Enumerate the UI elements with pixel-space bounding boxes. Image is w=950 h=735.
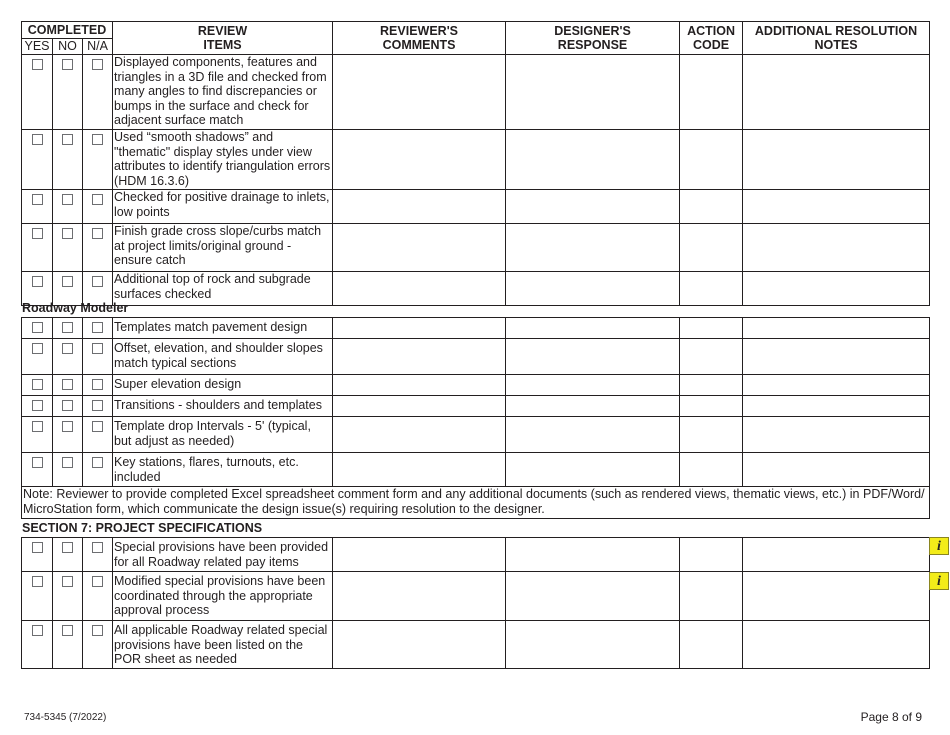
review-table-roadway-modeler — [21, 317, 930, 519]
action-code-cell[interactable] — [680, 396, 743, 417]
table-row — [22, 572, 930, 621]
designer-response-cell[interactable] — [506, 339, 680, 375]
review-item: Template drop Intervals - 5' (typical, but adjust as needed) — [113, 417, 333, 453]
info-icon[interactable]: i — [929, 537, 949, 555]
no-checkbox[interactable] — [62, 228, 73, 239]
designer-response-cell[interactable] — [506, 190, 680, 224]
reviewer-comments-cell[interactable] — [333, 318, 506, 339]
na-header: N/A — [83, 39, 113, 55]
na-checkbox[interactable] — [92, 379, 103, 390]
action-code-cell[interactable] — [680, 190, 743, 224]
no-checkbox[interactable] — [62, 576, 73, 587]
action-code-cell[interactable] — [680, 375, 743, 396]
review-items-header: REVIEW ITEMS — [113, 22, 333, 55]
page-number: Page 8 of 9 — [860, 710, 922, 724]
yes-checkbox[interactable] — [32, 576, 43, 587]
na-checkbox[interactable] — [92, 542, 103, 553]
na-checkbox[interactable] — [92, 343, 103, 354]
no-checkbox[interactable] — [62, 276, 73, 287]
reviewer-comments-cell[interactable] — [333, 538, 506, 572]
no-checkbox[interactable] — [62, 457, 73, 468]
reviewer-comments-header: REVIEWER'S COMMENTS — [333, 22, 506, 55]
no-header: NO — [53, 39, 83, 55]
additional-notes-cell[interactable] — [743, 190, 930, 224]
reviewer-comments-cell[interactable] — [333, 130, 506, 190]
action-code-cell[interactable] — [680, 572, 743, 621]
reviewer-comments-cell[interactable] — [333, 453, 506, 487]
action-code-cell[interactable] — [680, 224, 743, 272]
na-checkbox[interactable] — [92, 625, 103, 636]
designer-response-cell[interactable] — [506, 375, 680, 396]
reviewer-comments-cell[interactable] — [333, 396, 506, 417]
designer-response-cell[interactable] — [506, 538, 680, 572]
yes-checkbox[interactable] — [32, 59, 43, 70]
yes-checkbox[interactable] — [32, 421, 43, 432]
table-row — [22, 272, 930, 306]
action-code-cell[interactable] — [680, 453, 743, 487]
designer-response-cell[interactable] — [506, 396, 680, 417]
designer-response-cell[interactable] — [506, 272, 680, 306]
na-checkbox[interactable] — [92, 194, 103, 205]
action-code-cell[interactable] — [680, 130, 743, 190]
no-checkbox[interactable] — [62, 421, 73, 432]
action-code-cell[interactable] — [680, 318, 743, 339]
additional-notes-cell[interactable] — [743, 55, 930, 130]
additional-notes-header: ADDITIONAL RESOLUTION NOTES — [743, 22, 930, 55]
info-icon[interactable]: i — [929, 572, 949, 590]
review-item: Offset, elevation, and shoulder slopes match typical sections — [113, 339, 333, 375]
review-item: Special provisions have been provided for all Roadway related pay items — [113, 538, 333, 572]
review-item: Transitions - shoulders and templates — [113, 396, 333, 417]
na-checkbox[interactable] — [92, 322, 103, 333]
designer-response-header: DESIGNER'S RESPONSE — [506, 22, 680, 55]
table-row — [22, 453, 930, 487]
action-code-cell[interactable] — [680, 538, 743, 572]
table-row — [22, 224, 930, 272]
no-checkbox[interactable] — [62, 400, 73, 411]
yes-checkbox[interactable] — [32, 194, 43, 205]
designer-response-cell[interactable] — [506, 453, 680, 487]
reviewer-comments-cell[interactable] — [333, 375, 506, 396]
table-row — [22, 538, 930, 572]
table-row — [22, 55, 930, 130]
no-checkbox[interactable] — [62, 59, 73, 70]
review-item: Templates match pavement design — [113, 318, 333, 339]
table-row — [22, 318, 930, 339]
reviewer-comments-cell[interactable] — [333, 224, 506, 272]
action-code-cell[interactable] — [680, 55, 743, 130]
additional-notes-cell[interactable] — [743, 272, 930, 306]
review-table-surfaces — [21, 21, 930, 306]
additional-notes-cell[interactable] — [743, 572, 930, 621]
yes-checkbox[interactable] — [32, 457, 43, 468]
table-row — [22, 375, 930, 396]
na-checkbox[interactable] — [92, 59, 103, 70]
na-checkbox[interactable] — [92, 276, 103, 287]
additional-notes-cell[interactable] — [743, 621, 930, 669]
reviewer-comments-cell[interactable] — [333, 621, 506, 669]
review-item: All applicable Roadway related special provisions have been listed on the POR sheet as needed — [113, 621, 333, 669]
review-item: Displayed components, features and triangles in a 3D file and checked from many angles to find discrepancies or bumps in the surface and check for adjacent surface match — [113, 55, 333, 130]
yes-checkbox[interactable] — [32, 625, 43, 636]
reviewer-comments-cell[interactable] — [333, 272, 506, 306]
table-row — [22, 417, 930, 453]
additional-notes-cell[interactable] — [743, 538, 930, 572]
no-checkbox[interactable] — [62, 322, 73, 333]
reviewer-comments-cell[interactable] — [333, 55, 506, 130]
section-7-heading: SECTION 7: PROJECT SPECIFICATIONS — [22, 521, 263, 535]
yes-header: YES — [22, 39, 53, 55]
additional-notes-cell[interactable] — [743, 339, 930, 375]
review-item: Key stations, flares, turnouts, etc. included — [113, 453, 333, 487]
additional-notes-cell[interactable] — [743, 396, 930, 417]
yes-checkbox[interactable] — [32, 379, 43, 390]
yes-checkbox[interactable] — [32, 343, 43, 354]
designer-response-cell[interactable] — [506, 55, 680, 130]
action-code-cell[interactable] — [680, 417, 743, 453]
form-number: 734-5345 (7/2022) — [24, 712, 107, 723]
yes-checkbox[interactable] — [32, 134, 43, 145]
no-checkbox[interactable] — [62, 134, 73, 145]
review-item: Super elevation design — [113, 375, 333, 396]
review-item: Used “smooth shadows” and "thematic" display styles under view attributes to identify triangulation errors (HDM 16.3.6) — [113, 130, 333, 190]
action-code-cell[interactable] — [680, 621, 743, 669]
table-row — [22, 621, 930, 669]
designer-response-cell[interactable] — [506, 224, 680, 272]
designer-response-cell[interactable] — [506, 621, 680, 669]
no-checkbox[interactable] — [62, 542, 73, 553]
roadway-modeler-heading: Roadway Modeler — [22, 301, 129, 315]
yes-checkbox[interactable] — [32, 542, 43, 553]
table-row — [22, 130, 930, 190]
additional-notes-cell[interactable] — [743, 318, 930, 339]
reviewer-note: Note: Reviewer to provide completed Excel spreadsheet comment form and any additional documents (such as rendered views, thematic views, etc.) in PDF/Word/ MicroStation form, which communicate the design issue(s) requiring resolution to the designer. — [22, 487, 930, 519]
na-checkbox[interactable] — [92, 576, 103, 587]
na-checkbox[interactable] — [92, 421, 103, 432]
reviewer-comments-cell[interactable] — [333, 572, 506, 621]
review-item: Finish grade cross slope/curbs match at project limits/original ground - ensure catch — [113, 224, 333, 272]
additional-notes-cell[interactable] — [743, 224, 930, 272]
no-checkbox[interactable] — [62, 194, 73, 205]
no-checkbox[interactable] — [62, 343, 73, 354]
no-checkbox[interactable] — [62, 379, 73, 390]
reviewer-comments-cell[interactable] — [333, 339, 506, 375]
table-row — [22, 396, 930, 417]
table-row — [22, 339, 930, 375]
action-code-header: ACTION CODE — [680, 22, 743, 55]
additional-notes-cell[interactable] — [743, 453, 930, 487]
yes-checkbox[interactable] — [32, 400, 43, 411]
completed-header: COMPLETED — [22, 22, 113, 39]
na-checkbox[interactable] — [92, 400, 103, 411]
designer-response-cell[interactable] — [506, 572, 680, 621]
review-item: Modified special provisions have been coordinated through the appropriate approval process — [113, 572, 333, 621]
na-checkbox[interactable] — [92, 134, 103, 145]
additional-notes-cell[interactable] — [743, 417, 930, 453]
reviewer-comments-cell[interactable] — [333, 190, 506, 224]
action-code-cell[interactable] — [680, 339, 743, 375]
additional-notes-cell[interactable] — [743, 130, 930, 190]
yes-checkbox[interactable] — [32, 276, 43, 287]
table-row — [22, 190, 930, 224]
review-item: Additional top of rock and subgrade surfaces checked — [113, 272, 333, 306]
designer-response-cell[interactable] — [506, 318, 680, 339]
no-checkbox[interactable] — [62, 625, 73, 636]
action-code-cell[interactable] — [680, 272, 743, 306]
na-checkbox[interactable] — [92, 457, 103, 468]
yes-checkbox[interactable] — [32, 322, 43, 333]
reviewer-comments-cell[interactable] — [333, 417, 506, 453]
yes-checkbox[interactable] — [32, 228, 43, 239]
review-table-project-specifications — [21, 537, 930, 669]
designer-response-cell[interactable] — [506, 417, 680, 453]
review-item: Checked for positive drainage to inlets, low points — [113, 190, 333, 224]
additional-notes-cell[interactable] — [743, 375, 930, 396]
designer-response-cell[interactable] — [506, 130, 680, 190]
na-checkbox[interactable] — [92, 228, 103, 239]
